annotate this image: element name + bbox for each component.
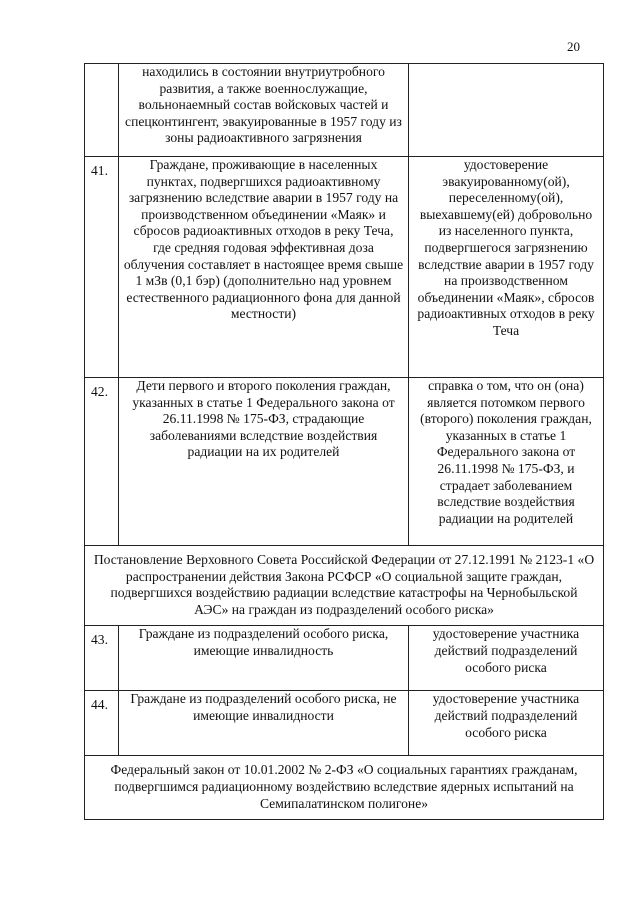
document-cell: удостоверение участника действий подразделений особого риска xyxy=(409,691,604,756)
category-cell: Граждане из подразделений особого риска, имеющие инвалидность xyxy=(119,626,409,691)
section-header: Постановление Верховного Совета Российской Федерации от 27.12.1991 № 2123-1 «О распространении действия Закона РСФСР «О социальной защите граждан, подвергшихся воздействию радиации вследствие катастрофы на Чернобыльской АЭС» на граждан из подразделений особого риска» xyxy=(85,546,604,626)
table-row xyxy=(85,157,604,378)
table-row xyxy=(85,64,604,157)
document-cell: удостоверение участника действий подразделений особого риска xyxy=(409,626,604,691)
table-row xyxy=(85,626,604,691)
document-cell: удостоверение эвакуированному(ой), переселенному(ой), выехавшему(ей) добровольно из населенного пункта, подвергшегося загрязнению вследствие аварии в 1957 году на производственном объединении «Маяк», сбросов радиоактивных отходов в реку Теча xyxy=(409,157,604,378)
section-header-row xyxy=(85,756,604,820)
category-cell: Дети первого и второго поколения граждан, указанных в статье 1 Федерального закона от 26.11.1998 № 175-ФЗ, страдающие заболеваниями вследствие воздействия радиации на их родителей xyxy=(119,378,409,546)
table-row xyxy=(85,691,604,756)
table-row xyxy=(85,378,604,546)
section-header-row xyxy=(85,546,604,626)
row-number: 42. xyxy=(85,378,119,546)
document-cell xyxy=(409,64,604,157)
row-number: 44. xyxy=(85,691,119,756)
row-number xyxy=(85,64,119,157)
category-cell: Граждане, проживающие в населенных пунктах, подвергшихся радиоактивному загрязнению вследствие аварии в 1957 году на производственном объединении «Маяк» и сбросов радиоактивных отходов в реку Теча, где средняя годовая эффективная доза облучения составляет в настоящее время свыше 1 мЗв (0,1 бэр) (дополнительно над уровнем естественного радиационного фона для данной местности) xyxy=(119,157,409,378)
row-number: 43. xyxy=(85,626,119,691)
section-header: Федеральный закон от 10.01.2002 № 2-ФЗ «О социальных гарантиях гражданам, подвергшимся радиационному воздействию вследствие ядерных испытаний на Семипалатинском полигоне» xyxy=(85,756,604,820)
category-cell: Граждане из подразделений особого риска, не имеющие инвалидности xyxy=(119,691,409,756)
document-cell: справка о том, что он (она) является потомком первого (второго) поколения граждан, указанных в статье 1 Федерального закона от 26.11.1998 № 175-ФЗ, и страдает заболеванием вследствие воздействия радиации на родителей xyxy=(409,378,604,546)
page-number: 20 xyxy=(567,39,580,54)
benefits-table xyxy=(84,63,604,820)
category-cell: находились в состоянии внутриутробного развития, а также военнослужащие, вольнонаемный состав войсковых частей и спецконтингент, эвакуированные в 1957 году из зоны радиоактивного загрязнения xyxy=(119,64,409,157)
row-number: 41. xyxy=(85,157,119,378)
